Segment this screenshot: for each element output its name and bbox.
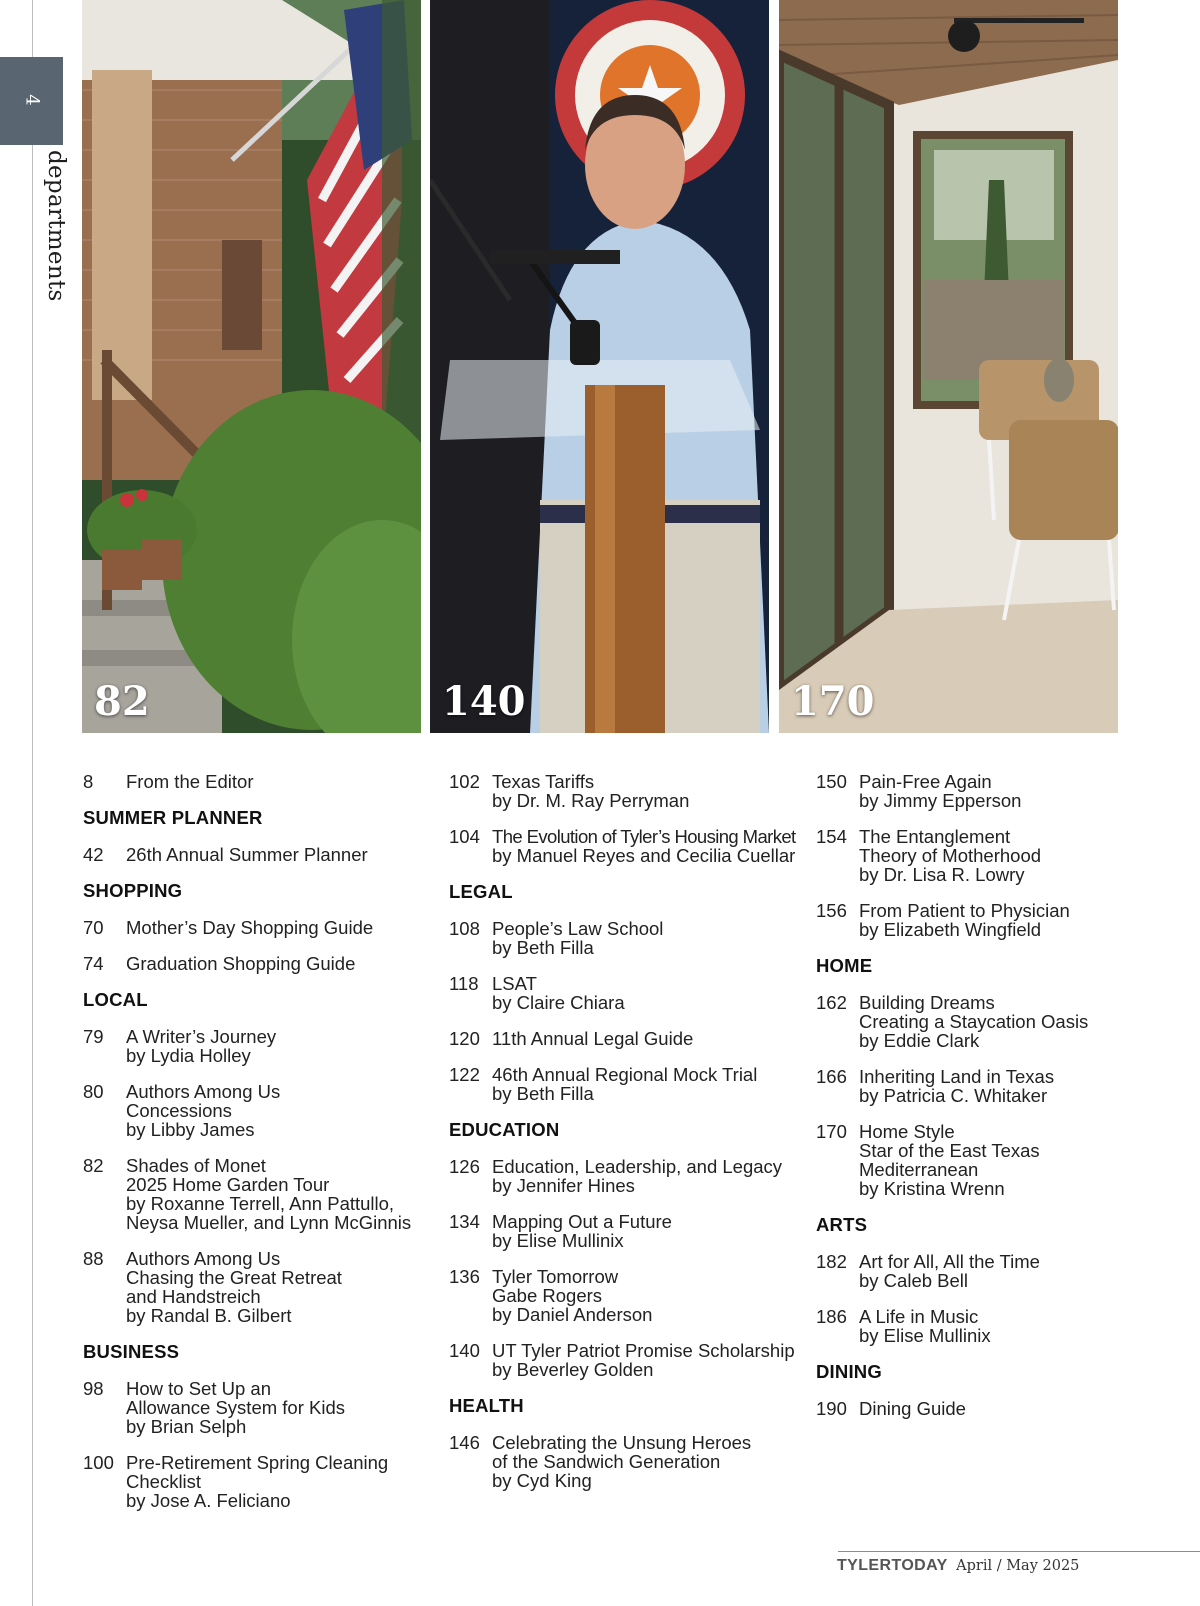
toc-entry-line: by Elise Mullinix [492,1230,624,1251]
photo-page-number: 170 [791,678,875,725]
toc-page-number: 190 [816,1398,847,1419]
toc-entry-line: by Beth Filla [492,937,594,958]
toc-entry-text [126,918,438,937]
toc-entry-title: Mapping Out a Future [492,1211,672,1232]
toc-entry-text [859,1252,1171,1290]
toc-entry[interactable] [816,1122,1171,1198]
toc-entry-title: Pain-Free Again [859,771,992,792]
toc-page-number: 79 [83,1026,104,1047]
toc-entry-title: Graduation Shopping Guide [126,953,356,974]
toc-entry-line: by Dr. M. Ray Perryman [492,790,690,811]
toc-entry-line: by Manuel Reyes and Cecilia Cuellar [492,845,796,866]
toc-entry[interactable] [449,1157,804,1195]
toc-page-number: 98 [83,1378,104,1399]
toc-entry[interactable] [83,845,438,864]
toc-page-number: 166 [816,1066,847,1087]
toc-entry-title: 11th Annual Legal Guide [492,1028,694,1049]
toc-entry-text [859,772,1171,810]
toc-entry[interactable] [83,918,438,937]
toc-entry-text [859,1122,1171,1198]
page-number: 4 [21,94,43,106]
toc-entry-line: Checklist [126,1471,202,1492]
toc-entry-title: Dining Guide [859,1398,966,1419]
toc-page-number: 140 [449,1340,480,1361]
photo-page-number: 82 [94,678,150,725]
toc-entry-line: by Beverley Golden [492,1359,654,1380]
toc-entry-line: 2025 Home Garden Tour [126,1174,330,1195]
toc-entry-title: UT Tyler Patriot Promise Scholarship [492,1340,795,1361]
screened-porch-illustration [779,0,1118,733]
toc-entry[interactable] [83,1027,438,1065]
porch-flag-illustration [82,0,421,733]
photo-porch-flag [82,0,421,733]
toc-entry-line: by Elizabeth Wingfield [859,919,1042,940]
toc-entry[interactable] [449,1433,804,1490]
toc-entry-title: From the Editor [126,771,254,792]
toc-page-number: 102 [449,771,480,792]
toc-entry-line: by Libby James [126,1119,255,1140]
toc-column-2 [449,772,804,1507]
toc-entry-text [492,919,804,957]
toc-page-number: 154 [816,826,847,847]
toc-entry-title: Pre-Retirement Spring Cleaning [126,1452,389,1473]
issue-date: April / May 2025 [956,1558,1080,1574]
toc-column-1 [83,772,438,1527]
toc-entry-line: by Kristina Wrenn [859,1178,1005,1199]
toc-entry-text [492,1157,804,1195]
toc-entry-line: by Randal B. Gilbert [126,1305,292,1326]
toc-entry-title: A Life in Music [859,1306,979,1327]
toc-entry-title: Home Style [859,1121,955,1142]
toc-page-number: 162 [816,992,847,1013]
toc-entry-text [859,993,1171,1050]
toc-entry[interactable] [816,901,1171,939]
toc-entry-line: by Jennifer Hines [492,1175,635,1196]
toc-page-number: 70 [83,917,104,938]
toc-page-number: 42 [83,844,104,865]
toc-entry[interactable] [449,1341,804,1379]
toc-entry[interactable] [449,1267,804,1324]
toc-entry-line: Concessions [126,1100,232,1121]
toc-page-number: 126 [449,1156,480,1177]
toc-entry-title: Inheriting Land in Texas [859,1066,1055,1087]
toc-entry-text [492,827,804,865]
toc-entry[interactable] [83,1249,438,1325]
toc-entry[interactable] [449,1029,804,1048]
toc-entry[interactable] [83,1082,438,1139]
toc-entry-line: by Roxanne Terrell, Ann Pattullo, [126,1193,395,1214]
toc-page-number: 122 [449,1064,480,1085]
toc-entry-line: Gabe Rogers [492,1285,603,1306]
toc-page-number: 134 [449,1211,480,1232]
toc-page-number: 80 [83,1081,104,1102]
toc-entry-line: by Elise Mullinix [859,1325,991,1346]
toc-entry[interactable] [449,1212,804,1250]
toc-entry-text [126,1082,438,1139]
toc-entry-line: Mediterranean [859,1159,979,1180]
photo-screened-porch [779,0,1118,733]
toc-entry-line: by Dr. Lisa R. Lowry [859,864,1025,885]
toc-page-number: 150 [816,771,847,792]
toc-page-number: 82 [83,1155,104,1176]
toc-entry[interactable] [816,1067,1171,1105]
toc-entry[interactable] [816,1307,1171,1345]
toc-entry-title: Mother’s Day Shopping Guide [126,917,374,938]
magazine-brand: TYLERTODAY [837,1557,948,1574]
photo-page-number: 140 [442,678,526,725]
toc-entry-line: by Jose A. Feliciano [126,1490,291,1511]
toc-page-number: 108 [449,918,480,939]
toc-entry[interactable] [449,827,804,865]
toc-section-heading: LEGAL [449,881,513,902]
toc-entry-line: by Brian Selph [126,1416,247,1437]
toc-section-heading: ARTS [816,1214,868,1235]
toc-entry-text [126,1453,438,1510]
toc-entry-title: Art for All, All the Time [859,1251,1040,1272]
toc-entry-title: How to Set Up an [126,1378,271,1399]
toc-page-number: 104 [449,826,480,847]
toc-page-number: 8 [83,771,94,792]
toc-page-number: 120 [449,1028,480,1049]
toc-entry-title: Education, Leadership, and Legacy [492,1156,783,1177]
toc-entry[interactable] [449,919,804,957]
toc-entry-title: Shades of Monet [126,1155,266,1176]
toc-entry-text [492,1433,804,1490]
toc-entry-line: by Beth Filla [492,1083,594,1104]
toc-entry[interactable] [449,1065,804,1103]
toc-entry-title: People’s Law School [492,918,664,939]
toc-entry-text [126,1379,438,1436]
toc-entry-title: Authors Among Us [126,1248,281,1269]
toc-section-heading: SHOPPING [83,880,183,901]
toc-page-number: 156 [816,900,847,921]
toc-entry-title: From Patient to Physician [859,900,1070,921]
toc-entry-text [126,772,438,791]
toc-entry-line: by Cyd King [492,1470,592,1491]
toc-section-heading: LOCAL [83,989,148,1010]
toc-entry-line: and Handstreich [126,1286,261,1307]
toc-entry-title: LSAT [492,973,537,994]
toc-page-number: 88 [83,1248,104,1269]
toc-entry-text [492,1029,804,1048]
toc-entry-text [126,1156,438,1232]
toc-entry-text [126,1249,438,1325]
toc-entry[interactable] [816,772,1171,810]
toc-entry-text [859,1067,1171,1105]
toc-entry-title: Texas Tariffs [492,771,595,792]
toc-page-number: 118 [449,973,479,994]
toc-section-heading: EDUCATION [449,1119,560,1140]
toc-entry-title: Tyler Tomorrow [492,1266,619,1287]
toc-entry-line: of the Sandwich Generation [492,1451,721,1472]
toc-entry-line: by Eddie Clark [859,1030,980,1051]
toc-entry[interactable] [816,827,1171,884]
footer [837,1557,1079,1575]
toc-entry[interactable] [83,1379,438,1436]
toc-entry-text [492,1212,804,1250]
toc-entry-text [859,1307,1171,1345]
toc-entry-line: by Daniel Anderson [492,1304,653,1325]
toc-page-number: 100 [83,1452,114,1473]
toc-entry-title: 46th Annual Regional Mock Trial [492,1064,758,1085]
toc-page-number: 182 [816,1251,847,1272]
toc-entry-text [492,1341,804,1379]
toc-entry-text [126,954,438,973]
toc-entry-title: The Entanglement [859,826,1011,847]
toc-entry[interactable] [83,772,438,791]
toc-entry-line: Star of the East Texas [859,1140,1040,1161]
toc-section-heading: HEALTH [449,1395,524,1416]
toc-column-3 [816,772,1171,1435]
toc-entry[interactable] [83,954,438,973]
section-label-container [43,150,73,302]
toc-entry-text [859,1399,1171,1418]
toc-entry-line: Theory of Motherhood [859,845,1042,866]
toc-entry-title: The Evolution of Tyler’s Housing Market [492,826,796,847]
toc-entry[interactable] [449,974,804,1012]
photo-speaker-podium [430,0,769,733]
toc-entry-text [126,1027,438,1065]
toc-entry[interactable] [816,1252,1171,1290]
toc-entry-title: A Writer’s Journey [126,1026,277,1047]
toc-entry-line: by Patricia C. Whitaker [859,1085,1048,1106]
speaker-podium-illustration [430,0,769,733]
toc-entry-line: by Claire Chiara [492,992,625,1013]
toc-entry[interactable] [816,1399,1171,1418]
toc-entry[interactable] [83,1453,438,1510]
toc-entry[interactable] [816,993,1171,1050]
toc-page-number: 136 [449,1266,480,1287]
toc-entry-text [859,901,1171,939]
toc-entry-title: Building Dreams [859,992,995,1013]
toc-entry-line: Neysa Mueller, and Lynn McGinnis [126,1212,412,1233]
toc-entry-text [492,1267,804,1324]
toc-entry-line: Chasing the Great Retreat [126,1267,342,1288]
toc-entry-text [492,1065,804,1103]
toc-entry-line: by Jimmy Epperson [859,790,1022,811]
toc-page-number: 146 [449,1432,480,1453]
toc-entry-line: by Lydia Holley [126,1045,251,1066]
toc-entry[interactable] [449,772,804,810]
toc-entry-title: Celebrating the Unsung Heroes [492,1432,752,1453]
toc-entry-text [492,772,804,810]
toc-entry-text [126,845,438,864]
toc-entry-text [492,974,804,1012]
toc-entry-title: Authors Among Us [126,1081,281,1102]
toc-section-heading: DINING [816,1361,882,1382]
toc-page-number: 186 [816,1306,847,1327]
section-label: departments [43,150,69,302]
toc-section-heading: HOME [816,955,873,976]
toc-entry-line: by Caleb Bell [859,1270,969,1291]
toc-section-heading: BUSINESS [83,1341,180,1362]
toc-entry[interactable] [83,1156,438,1232]
toc-entry-line: Creating a Staycation Oasis [859,1011,1089,1032]
toc-page-number: 74 [83,953,104,974]
margin-rule [32,0,33,1606]
toc-entry-title: 26th Annual Summer Planner [126,844,368,865]
toc-entry-line: Allowance System for Kids [126,1397,346,1418]
footer-rule [838,1551,1200,1552]
toc-entry-text [859,827,1171,884]
toc-page-number: 170 [816,1121,847,1142]
toc-section-heading: SUMMER PLANNER [83,807,263,828]
